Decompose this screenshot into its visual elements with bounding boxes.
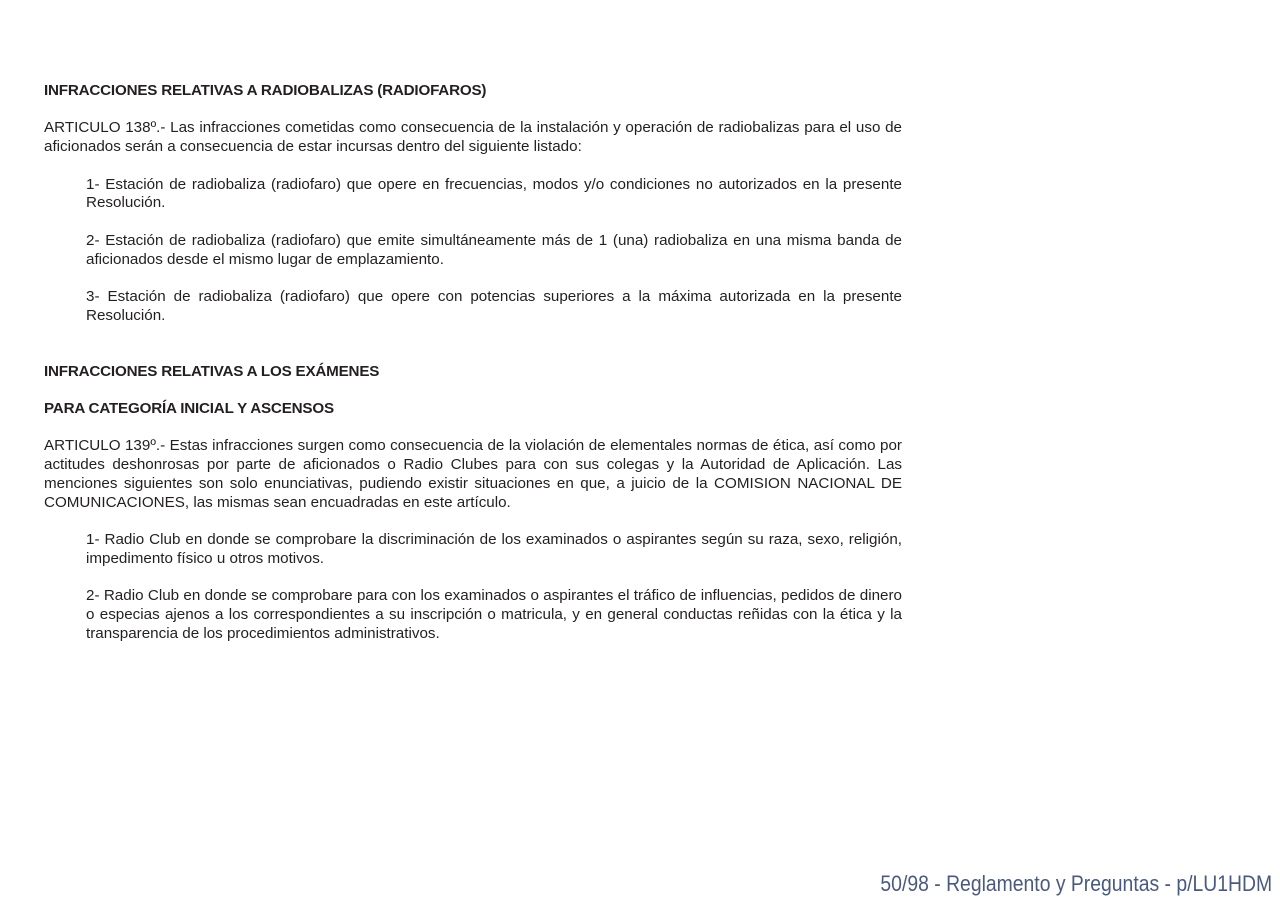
list-item: 3- Estación de radiobaliza (radiofaro) que opere con potencias superiores a la máxima autorizada en la presente Resolución. xyxy=(86,287,902,324)
section-heading-examenes: INFRACCIONES RELATIVAS A LOS EXÁMENES xyxy=(44,362,380,380)
article-139: ARTICULO 139º.- Estas infracciones surgen como consecuencia de la violación de elementales normas de ética, así como por actitudes deshonrosas por parte de aficionados o Radio Clubes para con sus colegas y la Autoridad de Aplicación. Las menciones siguientes son solo enunciativas, pudiendo existir situaciones en que, a juicio de la COMISION NACIONAL DE COMUNICACIONES, las mismas sean encuadradas en este artículo. xyxy=(44,437,902,511)
list-item: 2- Radio Club en donde se comprobare para con los examinados o aspirantes el tráfico de influencias, pedidos de dinero o especias ajenos a los correspondientes a su inscripción o matricula, y en general conductas reñidas con la ética y la transparencia de los procedimientos administrativos. xyxy=(86,587,902,642)
section-heading-radiobalizas: INFRACCIONES RELATIVAS A RADIOBALIZAS (RADIOFAROS) xyxy=(44,82,487,99)
article-138: ARTICULO 138º.- Las infracciones cometidas como consecuencia de la instalación y operación de radiobalizas para el uso de aficionados serán a consecuencia de estar incursas dentro del siguiente listado: xyxy=(44,119,902,156)
list-item: 1- Radio Club en donde se comprobare la discriminación de los examinados o aspirantes según su raza, sexo, religión, impedimento físico u otros motivos. xyxy=(86,531,902,567)
list-item: 2- Estación de radiobaliza (radiofaro) que emite simultáneamente más de 1 (una) radiobaliza en una misma banda de aficionados desde el mismo lugar de emplazamiento. xyxy=(86,231,902,268)
page-footer: 50/98 - Reglamento y Preguntas - p/LU1HDM xyxy=(880,871,1272,896)
list-item: 1- Estación de radiobaliza (radiofaro) que opere en frecuencias, modos y/o condiciones no autorizados en la presente Resolución. xyxy=(86,175,902,212)
document-page xyxy=(44,82,902,644)
section-subheading: PARA CATEGORÍA INICIAL Y ASCENSOS xyxy=(44,399,334,417)
